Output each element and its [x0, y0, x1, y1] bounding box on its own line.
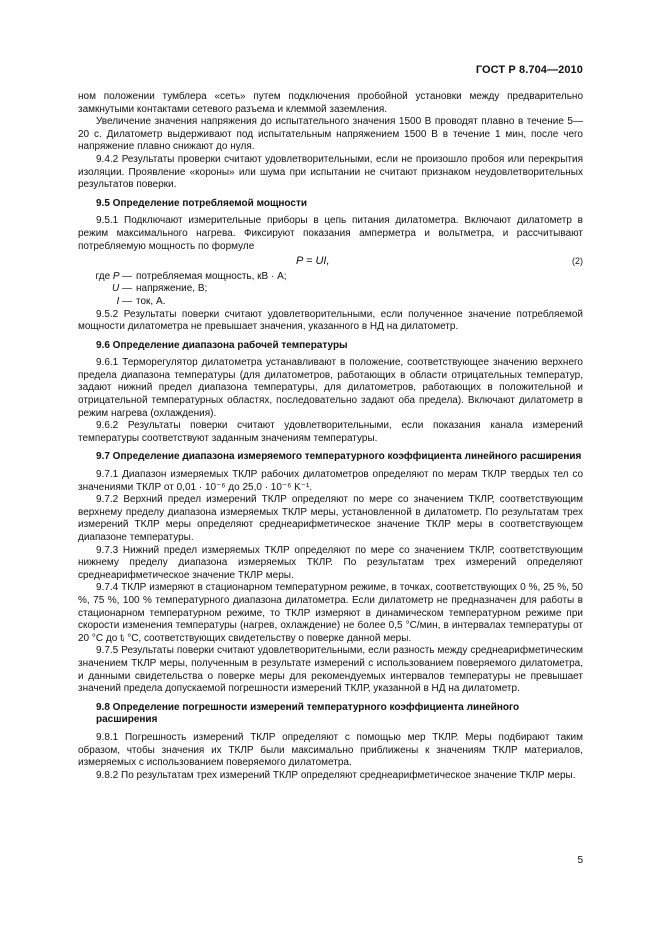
- formula-number: (2): [572, 256, 583, 267]
- section-heading-9-8: 9.8 Определение погрешности измерений температурного коэффициента линейного расширения: [96, 701, 520, 726]
- paragraph-9-5-1: 9.5.1 Подключают измерительные приборы в цепь питания дилатометра. Включают дилатометр в режим максимального нагрева. Фиксируют показания амперметра и вольтметра, и рассчитывают потребляемую мощность по формуле: [78, 215, 583, 252]
- legend-row: [78, 296, 583, 309]
- paragraph-9-7-4: 9.7.4 ТКЛР измеряют в стационарном температурном режиме, в точках, соответствующих 0 %, 25 %, 50 %, 75 %, 100 % температурного диапазона дилатометра. Если дилатометр не предназначен для работы в стационарном температурном режиме, то ТКЛР измеряют в динамическом температурном режиме при скорости изменения температуры (нагрев, охлаждение) не более 0,5 °С/мин, в интервалах температуры от 20 °С до tᵢ °С, соответствующих свидетельству о поверке данной меры.: [78, 582, 583, 644]
- paragraph-9-6-1: 9.6.1 Терморегулятор дилатометра устанавливают в положение, соответствующее значению верхнего предела диапазона температуры (для дилатометров, работающих в области отрицательных температур, задают нижний предел диапазона температуры, для дилатометров, работающих в положительной и отрицательной температурных областях, последовательно задают оба предела). Включают дилатометр в режим нагрева (охлаждения).: [78, 357, 583, 419]
- legend-text: ток, А.: [136, 295, 166, 307]
- legend-row: [78, 283, 583, 296]
- paragraph-9-7-1: 9.7.1 Диапазон измеряемых ТКЛР рабочих дилатометров определяют по мерам ТКЛР твердых тел со значениями ТКЛР от 0,01 · 10⁻⁶ до 25,0 · 10⁻⁶ K⁻¹.: [78, 469, 583, 493]
- paragraph-9-7-3: 9.7.3 Нижний предел измеряемых ТКЛР определяют по мере со значением ТКЛР, соответствующим нижнему пределу диапазона измеряемых ТКЛР. По результатам трех измерений определяют среднеарифметическое значение ТКЛР меры.: [78, 544, 583, 581]
- paragraph-9-6-2: 9.6.2 Результаты поверки считают удовлетворительными, если показания канала измерений температуры соответствуют заданным значениям температуры.: [78, 420, 583, 444]
- paragraph-9-8-2: 9.8.2 По результатам трех измерений ТКЛР определяют среднеарифметическое значение ТКЛР меры.: [96, 769, 576, 781]
- legend-text: напряжение, В;: [136, 283, 208, 295]
- section-heading-9-6: 9.6 Определение диапазона рабочей температуры: [96, 339, 348, 351]
- formula: P = UI,: [296, 255, 330, 268]
- paragraph-9-8-1: 9.8.1 Погрешность измерений ТКЛР определяют с помощью мер ТКЛР. Меры подбирают таким образом, чтобы значения их ТКЛР были максимально приближены к значениям ТКЛР материалов, измеряемых с использованием поверяемого дилатометра.: [78, 731, 583, 769]
- legend-symbol: I —: [116, 295, 132, 307]
- paragraph: ном положении тумблера «сеть» путем подключения пробойной установки между предварительно замкнутыми контактами сетевого разъема и клеммой заземления.: [78, 91, 583, 115]
- legend-symbol: где P —: [95, 270, 132, 282]
- document-code-header: ГОСТ Р 8.704—2010: [475, 64, 583, 76]
- section-heading-9-5: 9.5 Определение потребляемой мощности: [96, 197, 308, 209]
- document-body: [78, 91, 583, 782]
- paragraph-9-5-2: 9.5.2 Результаты поверки считают удовлетворительными, если полученное значение потребляемой мощности дилатометра не превышает значения, указанного в НД на дилатометр.: [78, 308, 583, 333]
- legend-text: потребляемая мощность, кВ · А;: [136, 270, 287, 282]
- section-heading-9-7: 9.7 Определение диапазона измеряемого температурного коэффициента линейного расширения: [96, 451, 582, 463]
- paragraph: Увеличение значения напряжения до испытательного значения 1500 В проводят плавно в течение 5—20 с. Дилатометр выдерживают под испытательным напряжением 1500 В в течение 1 мин, после чего напряжение плавно снижают до нуля.: [78, 116, 583, 153]
- formula-legend: [78, 271, 583, 309]
- legend-symbol: U —: [112, 283, 132, 295]
- paragraph-9-7-5: 9.7.5 Результаты поверки считают удовлетворительными, если разность между среднеарифметическим значением ТКЛР меры, полученным в результате измерений с использованием поверяемого дилатометра, и данными свидетельства о поверке меры для рекомендуемых интервалов температуры не превышает значений предела допускаемой погрешности измерений ТКЛР, указанной в НД на дилатометр.: [78, 645, 583, 695]
- legend-row: [78, 271, 583, 284]
- paragraph-9-7-2: 9.7.2 Верхний предел измерений ТКЛР определяют по мере со значением ТКЛР, соответствующим верхнему пределу диапазона измеряемых ТКЛР меры, установленной в дилатометр. По результатам трех измерений ТКЛР меры определяют среднеарифметическое значение ТКЛР меры в соответствующем диапазоне температуры.: [78, 494, 583, 543]
- paragraph-9-4-2: 9.4.2 Результаты проверки считают удовлетворительными, если не произошло пробоя или перекрытия изоляции. Проявление «короны» или шума при испытании не считают признаком неудовлетворительных результатов поверки.: [78, 153, 583, 191]
- formula-row: [78, 255, 583, 268]
- page-number: 5: [577, 855, 583, 866]
